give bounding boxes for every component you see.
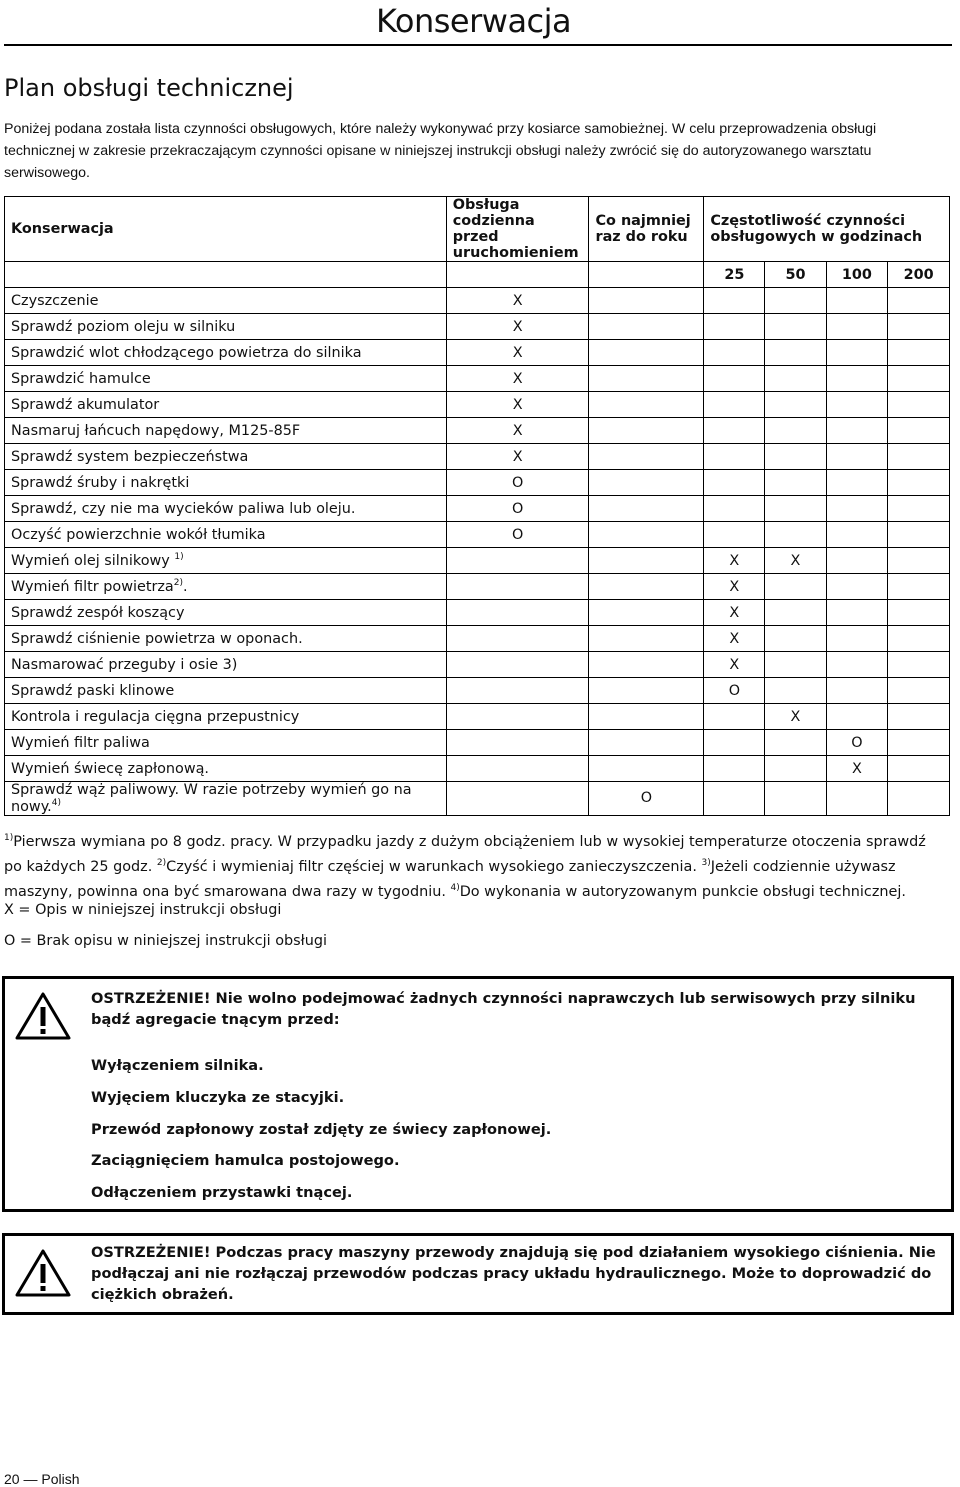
cell-50h: X bbox=[765, 548, 826, 574]
cell-200h bbox=[888, 470, 950, 496]
hours-200: 200 bbox=[888, 262, 950, 288]
row-label bbox=[5, 652, 447, 678]
cell-yearly bbox=[589, 418, 704, 444]
cell-200h bbox=[888, 288, 950, 314]
row-label-text: Sprawdź akumulator bbox=[11, 396, 160, 413]
cell-25h: X bbox=[704, 626, 765, 652]
cell-25h bbox=[704, 314, 765, 340]
cell-yearly bbox=[589, 626, 704, 652]
row-label bbox=[5, 730, 447, 756]
table-row bbox=[5, 574, 950, 600]
cell-50h bbox=[765, 574, 826, 600]
row-label bbox=[5, 288, 447, 314]
cell-25h bbox=[704, 782, 765, 816]
cell-yearly bbox=[589, 392, 704, 418]
cell-daily bbox=[446, 704, 589, 730]
table-row bbox=[5, 340, 950, 366]
row-label bbox=[5, 444, 447, 470]
cell-daily: O bbox=[446, 496, 589, 522]
row-label-text: Sprawdź poziom oleju w silniku bbox=[11, 318, 236, 335]
cell-200h bbox=[888, 314, 950, 340]
row-label bbox=[5, 340, 447, 366]
cell-daily: X bbox=[446, 392, 589, 418]
cell-50h bbox=[765, 522, 826, 548]
hours-spacer bbox=[5, 262, 447, 288]
hours-50: 50 bbox=[765, 262, 826, 288]
cell-25h: X bbox=[704, 574, 765, 600]
table-row bbox=[5, 678, 950, 704]
row-label-text: Wymień filtr powietrza bbox=[11, 578, 174, 595]
cell-daily: X bbox=[446, 444, 589, 470]
cell-50h bbox=[765, 496, 826, 522]
row-label-tail: . bbox=[183, 578, 188, 595]
warning-box-hydraulics bbox=[2, 1233, 954, 1315]
cell-200h bbox=[888, 548, 950, 574]
row-label-text: Wymień świecę zapłonową. bbox=[11, 760, 210, 777]
warning-triangle-icon bbox=[15, 991, 71, 1041]
cell-yearly bbox=[589, 288, 704, 314]
footnote-2: Czyść i wymieniaj filtr częściej w warunkach wysokiego zanieczyszczenia. bbox=[166, 858, 702, 875]
cell-200h bbox=[888, 496, 950, 522]
row-label bbox=[5, 678, 447, 704]
cell-100h bbox=[826, 418, 888, 444]
cell-200h bbox=[888, 366, 950, 392]
table-row bbox=[5, 288, 950, 314]
cell-100h bbox=[826, 366, 888, 392]
table-row bbox=[5, 548, 950, 574]
row-label-text: Nasmarować przeguby i osie 3) bbox=[11, 656, 238, 673]
cell-100h bbox=[826, 496, 888, 522]
legend-o: O = Brak opisu w niniejszej instrukcji obsługi bbox=[4, 933, 327, 949]
warning-2-text: OSTRZEŻENIE! Podczas pracy maszyny przewody znajdują się pod działaniem wysokiego ciśnienia. Nie podłączaj ani nie rozłączaj przewodów podczas pracy układu hydraulicznego. Może to doprowadzić do ciężkich obrażeń. bbox=[91, 1244, 936, 1303]
cell-50h bbox=[765, 444, 826, 470]
cell-200h bbox=[888, 340, 950, 366]
col-header-frequency: Częstotliwość czynności obsługowych w godzinach bbox=[704, 197, 950, 262]
cell-daily: X bbox=[446, 418, 589, 444]
cell-yearly bbox=[589, 366, 704, 392]
cell-daily: O bbox=[446, 470, 589, 496]
cell-100h bbox=[826, 652, 888, 678]
row-footnote-marker: 4) bbox=[51, 798, 61, 808]
cell-200h bbox=[888, 756, 950, 782]
table-row bbox=[5, 704, 950, 730]
table-row bbox=[5, 730, 950, 756]
cell-daily bbox=[446, 782, 589, 816]
table-row bbox=[5, 418, 950, 444]
cell-yearly bbox=[589, 444, 704, 470]
cell-100h bbox=[826, 392, 888, 418]
footnote-1: Pierwsza wymiana po 8 godz. pracy. W przypadku jazdy z dużym obciążeniem lub w wysokiej temperaturze otoczenia sprawdź po każdych 25 godz. bbox=[4, 833, 926, 875]
cell-50h bbox=[765, 392, 826, 418]
warning-1-title: OSTRZEŻENIE! Nie wolno podejmować żadnych czynności naprawczych lub serwisowych przy silniku bądź agregacie tnącym przed: bbox=[91, 990, 916, 1028]
table-row bbox=[5, 756, 950, 782]
cell-25h: O bbox=[704, 678, 765, 704]
footnotes bbox=[4, 828, 948, 902]
footnote-4-marker: 4) bbox=[450, 882, 460, 893]
cell-100h bbox=[826, 678, 888, 704]
cell-yearly bbox=[589, 470, 704, 496]
table-row bbox=[5, 392, 950, 418]
cell-100h bbox=[826, 444, 888, 470]
col-header-daily: Obsługa codzienna przed uruchomieniem bbox=[446, 197, 589, 262]
footer-language: Polish bbox=[41, 1471, 80, 1487]
footnote-3-marker: 3) bbox=[701, 857, 711, 868]
row-label-text: Sprawdź paski klinowe bbox=[11, 682, 175, 699]
cell-50h bbox=[765, 314, 826, 340]
cell-100h bbox=[826, 548, 888, 574]
row-label bbox=[5, 704, 447, 730]
col-header-maintenance: Konserwacja bbox=[5, 197, 447, 262]
cell-50h bbox=[765, 652, 826, 678]
row-label-text: Sprawdź śruby i nakrętki bbox=[11, 474, 190, 491]
cell-daily: X bbox=[446, 314, 589, 340]
chapter-title: Konserwacja bbox=[376, 2, 572, 40]
maintenance-table bbox=[4, 196, 950, 816]
section-title: Plan obsługi technicznej bbox=[4, 74, 294, 102]
cell-yearly bbox=[589, 730, 704, 756]
cell-50h bbox=[765, 626, 826, 652]
row-label-text: Sprawdź zespół koszący bbox=[11, 604, 185, 621]
cell-yearly bbox=[589, 600, 704, 626]
intro-paragraph: Poniżej podana została lista czynności obsługowych, które należy wykonywać przy kosiarce samobieżnej. W celu przeprowadzenia obsługi technicznej w zakresie przekraczającym czynności opisane w niniejszej instrukcji obsługi należy zwrócić się do autoryzowanego warsztatu serwisowego. bbox=[4, 121, 877, 181]
table-row bbox=[5, 444, 950, 470]
cell-25h bbox=[704, 288, 765, 314]
cell-100h bbox=[826, 522, 888, 548]
row-label bbox=[5, 418, 447, 444]
cell-25h: X bbox=[704, 600, 765, 626]
warning-1-item: Odłączeniem przystawki tnącej. bbox=[91, 1184, 353, 1201]
cell-200h bbox=[888, 392, 950, 418]
cell-yearly: O bbox=[589, 782, 704, 816]
page-footer bbox=[4, 1471, 80, 1487]
warning-box-service bbox=[2, 976, 954, 1212]
row-label-text: Sprawdź ciśnienie powietrza w oponach. bbox=[11, 630, 303, 647]
row-label bbox=[5, 392, 447, 418]
cell-25h bbox=[704, 340, 765, 366]
cell-100h bbox=[826, 288, 888, 314]
table-row bbox=[5, 470, 950, 496]
cell-200h bbox=[888, 626, 950, 652]
warning-1-item: Przewód zapłonowy został zdjęty ze świecy zapłonowej. bbox=[91, 1121, 552, 1138]
cell-daily bbox=[446, 756, 589, 782]
cell-25h bbox=[704, 756, 765, 782]
warning-1-item: Wyłączeniem silnika. bbox=[91, 1057, 264, 1074]
row-label-text: Wymień olej silnikowy bbox=[11, 552, 175, 569]
header-rule bbox=[4, 44, 952, 46]
cell-yearly bbox=[589, 496, 704, 522]
footer-dash: — bbox=[23, 1471, 38, 1487]
cell-200h bbox=[888, 574, 950, 600]
table-row bbox=[5, 652, 950, 678]
hours-25: 25 bbox=[704, 262, 765, 288]
row-label bbox=[5, 600, 447, 626]
row-label-text: Sprawdź system bezpieczeństwa bbox=[11, 448, 249, 465]
row-label-text: Sprawdź, czy nie ma wycieków paliwa lub oleju. bbox=[11, 500, 356, 517]
row-label-text: Kontrola i regulacja cięgna przepustnicy bbox=[11, 708, 300, 725]
row-label-text: Czyszczenie bbox=[11, 292, 99, 309]
row-label bbox=[5, 782, 447, 816]
cell-daily: X bbox=[446, 288, 589, 314]
cell-100h bbox=[826, 470, 888, 496]
row-label bbox=[5, 314, 447, 340]
cell-25h bbox=[704, 392, 765, 418]
row-label-text: Sprawdzić hamulce bbox=[11, 370, 151, 387]
cell-50h bbox=[765, 782, 826, 816]
row-label-text: Sprawdź wąż paliwowy. W razie potrzeby wymień go na nowy. bbox=[11, 782, 412, 815]
cell-25h bbox=[704, 366, 765, 392]
footnote-2-marker: 2) bbox=[156, 857, 167, 868]
warning-triangle-icon bbox=[15, 1248, 71, 1298]
cell-50h bbox=[765, 730, 826, 756]
row-label bbox=[5, 756, 447, 782]
row-label bbox=[5, 574, 447, 600]
hours-100: 100 bbox=[826, 262, 888, 288]
cell-200h bbox=[888, 600, 950, 626]
hours-spacer bbox=[589, 262, 704, 288]
row-label bbox=[5, 496, 447, 522]
page-number: 20 bbox=[4, 1471, 20, 1487]
row-label-text: Sprawdzić wlot chłodzącego powietrza do silnika bbox=[11, 344, 362, 361]
cell-100h bbox=[826, 574, 888, 600]
cell-daily bbox=[446, 600, 589, 626]
cell-50h bbox=[765, 340, 826, 366]
cell-yearly bbox=[589, 652, 704, 678]
row-footnote-marker: 2) bbox=[173, 578, 183, 589]
hours-spacer bbox=[446, 262, 589, 288]
cell-25h: X bbox=[704, 652, 765, 678]
row-label bbox=[5, 522, 447, 548]
cell-50h bbox=[765, 600, 826, 626]
row-label bbox=[5, 548, 447, 574]
cell-100h bbox=[826, 782, 888, 816]
cell-200h bbox=[888, 444, 950, 470]
cell-100h bbox=[826, 340, 888, 366]
cell-200h bbox=[888, 522, 950, 548]
warning-1-item: Zaciągnięciem hamulca postojowego. bbox=[91, 1152, 400, 1169]
cell-25h bbox=[704, 522, 765, 548]
cell-daily bbox=[446, 730, 589, 756]
cell-50h: X bbox=[765, 704, 826, 730]
cell-yearly bbox=[589, 314, 704, 340]
table-row bbox=[5, 782, 950, 816]
cell-200h bbox=[888, 704, 950, 730]
row-label bbox=[5, 366, 447, 392]
cell-50h bbox=[765, 418, 826, 444]
table-row bbox=[5, 600, 950, 626]
cell-200h bbox=[888, 418, 950, 444]
cell-yearly bbox=[589, 548, 704, 574]
cell-daily bbox=[446, 574, 589, 600]
cell-25h bbox=[704, 418, 765, 444]
footnote-3: Jeżeli codziennie używasz maszyny, powinna ona być smarowana dwa razy w tygodniu. bbox=[4, 858, 896, 900]
cell-25h bbox=[704, 704, 765, 730]
table-row bbox=[5, 314, 950, 340]
row-label bbox=[5, 470, 447, 496]
footnote-4: Do wykonania w autoryzowanym punkcie obsługi technicznej. bbox=[459, 883, 906, 900]
cell-daily: O bbox=[446, 522, 589, 548]
cell-yearly bbox=[589, 522, 704, 548]
row-label bbox=[5, 626, 447, 652]
cell-25h bbox=[704, 444, 765, 470]
row-label-text: Wymień filtr paliwa bbox=[11, 734, 150, 751]
cell-200h bbox=[888, 782, 950, 816]
cell-50h bbox=[765, 288, 826, 314]
cell-25h bbox=[704, 730, 765, 756]
cell-100h bbox=[826, 704, 888, 730]
cell-200h bbox=[888, 678, 950, 704]
cell-100h bbox=[826, 626, 888, 652]
cell-100h: X bbox=[826, 756, 888, 782]
row-label-text: Nasmaruj łańcuch napędowy, M125-85F bbox=[11, 422, 301, 439]
cell-50h bbox=[765, 678, 826, 704]
table-row bbox=[5, 366, 950, 392]
cell-yearly bbox=[589, 678, 704, 704]
cell-daily: X bbox=[446, 340, 589, 366]
cell-daily bbox=[446, 548, 589, 574]
cell-200h bbox=[888, 652, 950, 678]
cell-daily bbox=[446, 626, 589, 652]
cell-50h bbox=[765, 366, 826, 392]
warning-1-item: Wyjęciem kluczyka ze stacyjki. bbox=[91, 1089, 345, 1106]
cell-100h: O bbox=[826, 730, 888, 756]
table-row bbox=[5, 626, 950, 652]
footnote-1-marker: 1) bbox=[4, 833, 14, 843]
cell-50h bbox=[765, 470, 826, 496]
cell-50h bbox=[765, 756, 826, 782]
row-footnote-marker: 1) bbox=[174, 552, 184, 563]
cell-25h bbox=[704, 496, 765, 522]
cell-25h: X bbox=[704, 548, 765, 574]
cell-yearly bbox=[589, 574, 704, 600]
cell-200h bbox=[888, 730, 950, 756]
cell-daily bbox=[446, 652, 589, 678]
row-label-text: Oczyść powierzchnie wokół tłumika bbox=[11, 526, 266, 543]
cell-yearly bbox=[589, 340, 704, 366]
cell-yearly bbox=[589, 756, 704, 782]
cell-daily: X bbox=[446, 366, 589, 392]
cell-100h bbox=[826, 314, 888, 340]
cell-25h bbox=[704, 470, 765, 496]
table-row bbox=[5, 522, 950, 548]
col-header-yearly: Co najmniej raz do roku bbox=[589, 197, 704, 262]
cell-100h bbox=[826, 600, 888, 626]
cell-daily bbox=[446, 678, 589, 704]
legend-x: X = Opis w niniejszej instrukcji obsługi bbox=[4, 902, 282, 918]
table-row bbox=[5, 496, 950, 522]
cell-yearly bbox=[589, 704, 704, 730]
